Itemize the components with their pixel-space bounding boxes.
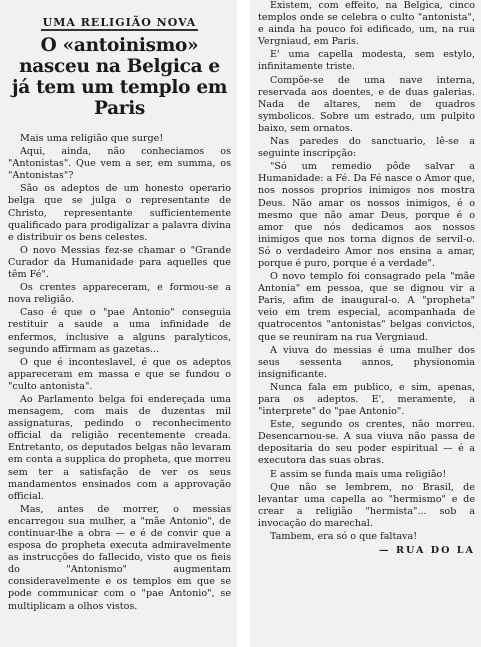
section-kicker — [8, 16, 231, 29]
paragraph: O novo Messias fez-se chamar o "Grande Curador da Humanidade para aquelles que têm Fé". — [8, 244, 231, 281]
paragraph: Caso é que o "pae Antonio" conseguia restituir a saude a uma infinidade de enfermos, inclusive a alguns paralyticos, segundo affirmam as gazetas... — [8, 307, 231, 355]
left-column — [0, 0, 237, 647]
paragraph: Existem, com effeito, na Belgica, cinco templos onde se celebra o culto "antonista", e ainda ha pouco foi edificado, um, na rua Vergniaud, em Paris. — [258, 0, 475, 48]
paragraph: Compõe-se de uma nave interna, reservada aos doentes, e de duas galerias. Nada de altares, nem de quadros symbolicos. Sobre um estrado, um pulpito baixo, sem ornatos. — [258, 74, 475, 134]
right-column — [250, 0, 481, 647]
headline: O «antoinismo» nasceu na Belgica e já tem um templo em Paris — [11, 35, 228, 119]
paragraph: A viuva do messias é uma mulher dos seus sessenta annos, physionomia insignificante. — [258, 344, 475, 380]
paragraph: O novo templo foi consagrado pela "mãe Antonia" em pessoa, que se dignou vir a Paris, afim de inaugural-o. A "propheta" veio em trem especial, acompanhada de quatrocentos "antonistas" belgas convictos, que se reuniram na rua Vergniaud. — [258, 271, 475, 343]
left-body — [8, 133, 231, 613]
paragraph: E assim se funda mais uma religião! — [270, 468, 447, 480]
paragraph: Aqui, ainda, não conheciamos os "Antonistas". Que vem a ser, em summa, os "Antonistas"? — [8, 146, 231, 182]
paragraph: Os crentes appareceram, e formou-se a nova religião. — [8, 282, 231, 306]
cutoff-text: — RUA DO LA — [379, 545, 475, 557]
paragraph: E' uma capella modesta, sem estylo, infinitamente triste. — [258, 49, 475, 73]
paragraph: Nunca fala em publico, e sim, apenas, para os adeptos. E', meramente, a "interprete" do "pae Antonio". — [258, 381, 475, 418]
paragraph: Este, segundo os crentes, não morreu. Desencarnou-se. A sua viuva não passa de depositaria do seu poder espiritual — é a executora das suas obras. — [258, 419, 475, 467]
paragraph: Mais uma religião que surge! — [20, 133, 164, 144]
paragraph: São os adeptos de um honesto operario belga que se julga o representante de Christo, representante sufficientemente qualificado para prodigalizar a palavra divina e distribuir os bens celestes. — [8, 183, 231, 243]
paragraph: Que não se lembrem, no Brasil, de levantar uma capella ao "hermismo" e de crear a religião "hermista"... sob a invocação do marechal. — [258, 481, 475, 529]
column-gutter — [237, 0, 250, 647]
inscription-quote: "Só um remedio pôde salvar a Humanidade: a Fé. Da Fé nasce o Amor que, nos nossos proprios inimigos nos mostra Deus. Não amar os nossos inimigos, é o mesmo que não amar Deus, porque é o amor que nós dedicamos aos nossos inimigos que nos torna dignos de servil-o. Só o verdadeiro Amor nos ensina a amar, porque é puro, porque é a verdade". — [258, 161, 475, 269]
paragraph: Tambem, era só o que faltava! — [270, 531, 418, 543]
kicker-text: UMA RELIGIÃO NOVA — [42, 16, 197, 29]
paragraph: O que é inconteslavel, é que os adeptos appareceram em massa e que se fundou o "culto antonista". — [8, 356, 231, 392]
right-body — [258, 0, 475, 543]
paragraph: Ao Parlamento belga foi endereçada uma mensagem, com mais de duzentas mil assignaturas, pedindo o reconhecimento official da religião recentemente creada. Entretanto, os deputados belgas não levaram em conta a supplica do propheta, que morreu sem ter a satisfação de ver os seus mandamentos ensinados com a approvação official. — [8, 393, 231, 502]
paragraph: Nas paredes do sanctuario, lê-se a seguinte inscripção: — [258, 136, 475, 160]
paragraph: Mas, antes de morrer, o messias encarregou sua mulher, a "mãe Antonio", de continuar-lhe a obra — e é de convir que a esposa do propheta executa admiravelmente as instrucções do fallecido, visto que os fieis do "Antonismo" augmentam consideravelmente e os templos em que se pode communicar com o "pae Antonio", se multiplicam a olhos vistos. — [8, 503, 231, 612]
